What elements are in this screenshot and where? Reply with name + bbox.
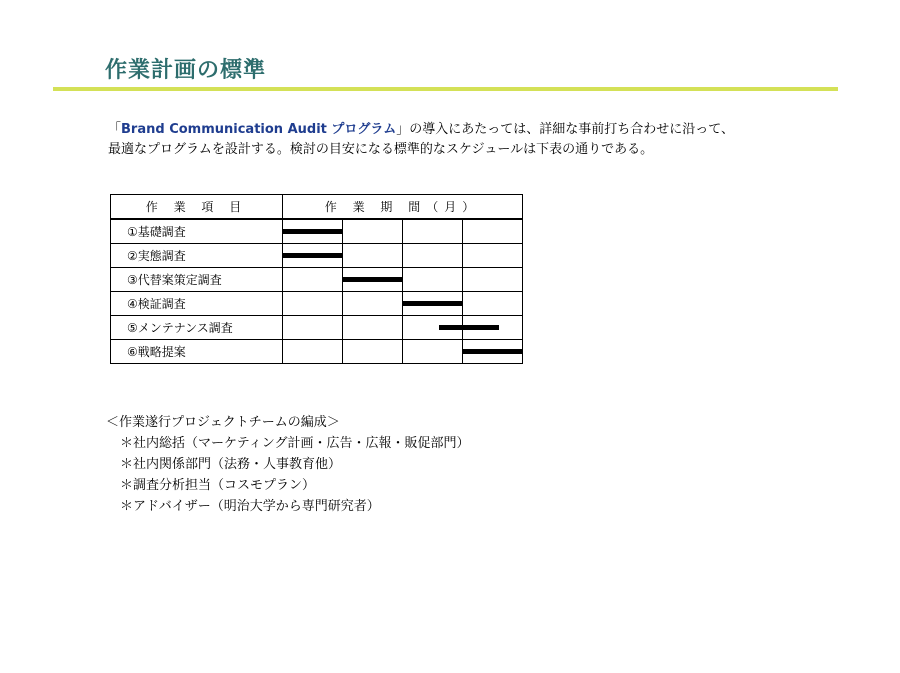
schedule-row (111, 340, 523, 364)
schedule-header-row (111, 195, 523, 220)
schedule-body (111, 219, 523, 364)
month-cell (343, 292, 403, 316)
team-member: ＊社内関係部門（法務・人事教育他） (120, 457, 342, 472)
header-work-item: 作 業 項 目 (111, 195, 283, 220)
schedule-row (111, 244, 523, 268)
month-cell (403, 268, 463, 292)
intro-line-1-rest: 」の導入にあたっては、詳細な事前打ち合わせに沿って、 (396, 122, 735, 137)
month-cell (343, 244, 403, 268)
month-cell (283, 244, 343, 268)
month-cell (343, 316, 403, 340)
page-title: 作業計画の標準 (105, 58, 267, 83)
schedule-bar (283, 253, 343, 258)
schedule-row (111, 292, 523, 316)
intro-open-bracket: 「 (108, 122, 122, 137)
month-cell (403, 244, 463, 268)
schedule-row-label: ⑥戦略提案 (111, 340, 283, 364)
team-member: ＊社内総括（マーケティング計画・広告・広報・販促部門） (120, 436, 470, 451)
brand-program-name: Brand Communication Audit プログラム (121, 122, 397, 137)
schedule-row (111, 268, 523, 292)
month-cell (343, 268, 403, 292)
title-underline (53, 87, 838, 91)
schedule-bar (403, 301, 463, 306)
schedule-table (110, 194, 523, 364)
schedule-bar (463, 349, 523, 354)
month-cell (463, 316, 523, 340)
month-cell (283, 316, 343, 340)
schedule-row-label: ③代替案策定調査 (111, 268, 283, 292)
schedule-row (111, 316, 523, 340)
month-cell (403, 219, 463, 244)
schedule-row-label: ②実態調査 (111, 244, 283, 268)
month-cell (463, 292, 523, 316)
intro-paragraph (108, 120, 734, 160)
schedule-row-label: ⑤メンテナンス調査 (111, 316, 283, 340)
month-cell (463, 244, 523, 268)
team-heading: ＜作業遂行プロジェクトチームの編成＞ (106, 415, 340, 430)
team-member: ＊調査分析担当（コスモプラン） (120, 478, 316, 493)
schedule-bar (283, 229, 343, 234)
month-cell (403, 292, 463, 316)
schedule-bar (343, 277, 403, 282)
month-cell (343, 340, 403, 364)
month-cell (463, 340, 523, 364)
intro-line-1 (108, 120, 734, 140)
team-member: ＊アドバイザー（明治大学から専門研究者） (120, 499, 380, 514)
month-cell (283, 268, 343, 292)
header-work-period: 作 業 期 間（月） (283, 195, 523, 220)
month-cell (403, 316, 463, 340)
intro-line-2: 最適なプログラムを設計する。検討の目安になる標準的なスケジュールは下表の通りである。 (108, 142, 654, 157)
month-cell (283, 340, 343, 364)
month-cell (283, 292, 343, 316)
schedule-row-label: ④検証調査 (111, 292, 283, 316)
month-cell (283, 219, 343, 244)
team-section (106, 412, 469, 517)
month-cell (463, 268, 523, 292)
schedule-row-label: ①基礎調査 (111, 219, 283, 244)
month-cell (343, 219, 403, 244)
schedule-row (111, 219, 523, 244)
month-cell (463, 219, 523, 244)
month-cell (403, 340, 463, 364)
